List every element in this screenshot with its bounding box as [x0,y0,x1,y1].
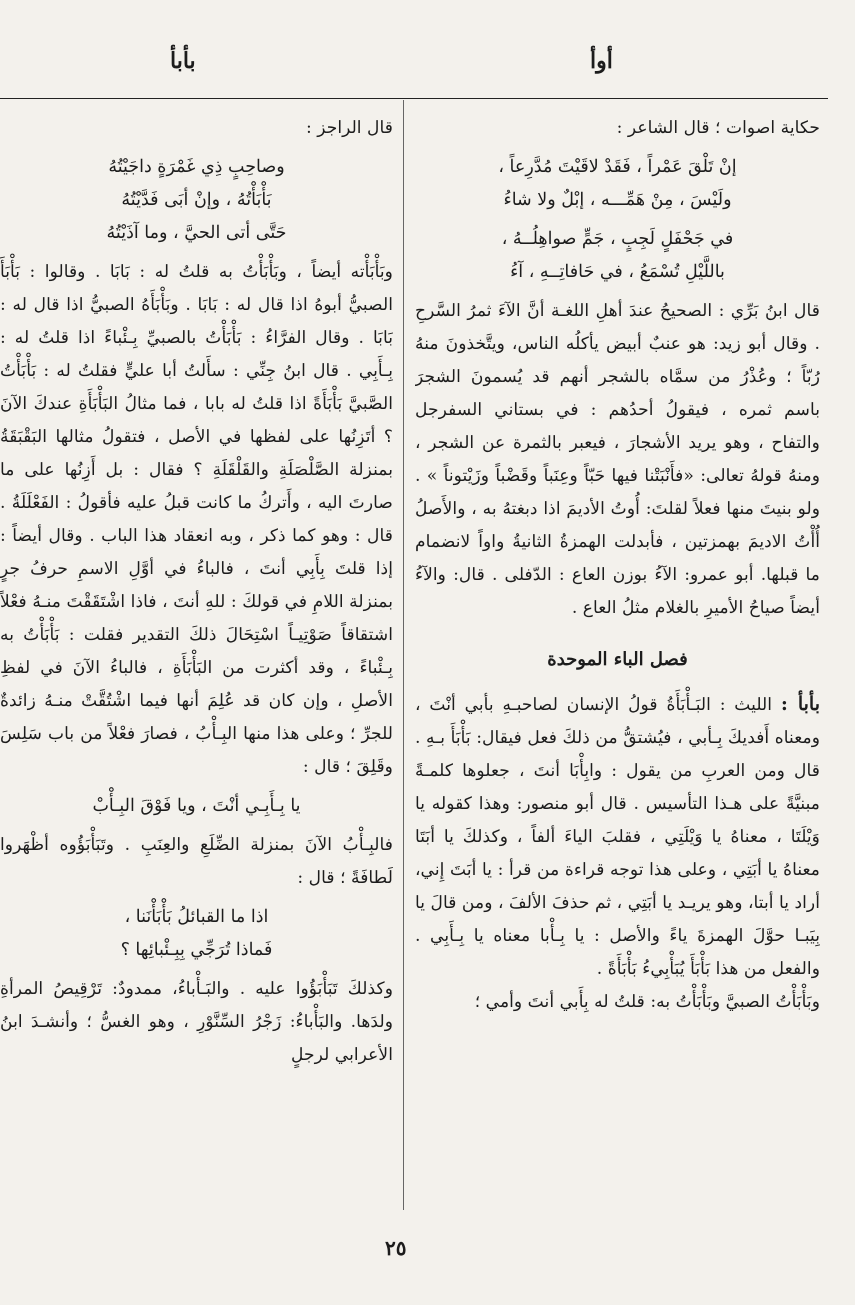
left-column [0,112,393,1212]
verse-line: باللَّيْلِ تُسْمَعُ ، في حَافاتِــهِ ، آءُ [510,262,725,282]
entry-paragraph [415,688,820,986]
left-intro: قال الراجز : [305,118,393,138]
right-paragraph-1: قال ابنُ بَرِّي : الصحيحُ عندَ أهلِ اللغـة أنَّ الآءَ ثمرُ السَّرحِ . وقال أبو زيد: هو عنبٌ أبيض يأكلُه الناس، ويتَّخذونَ منهُ رُبّاً ؛ وعُذْرُ من سمَّاه بالشجر أنهم قد يُسمونَ الشجرَ باسم ثمره ، فيقولُ أحدُهم : في بستاني السفرجل والتفاح ، وهو يريد الأشجارَ ، فيعبر بالثمرة عن الشجر ، ومنهُ قولهُ تعالى: «فأَنْبَتْنا فيها حَبّاً وعِنَباً وقَضْباً وزَيْتوناً » . ولو بنيتَ منها فعلاً لقلتَ: أُوتُ الأديمَ اذا دبغتهُ به ، والأَصلُ أُأْتُ الاديمَ بهمزتين ، فأبدلت الهمزةُ الثانيةُ واواً لانضمام ما قبلها. أبو عمرو: الآءُ بوزن العاع : الدّفلى . قال: والآءُ أيضاً صياحُ الأميرِ بالغلام مثلُ العاع . [415,301,820,618]
right-last-line: وبَأْبَأْتُ الصبيَّ وبَأْبَأْتُ به: قلتُ له بِأَبي أنتَ وأمي ؛ [474,992,820,1012]
verse-line: اذا ما القبائلُ بَأْبَأْنَنا ، [124,907,269,927]
left-paragraph-3: وكذلكَ تَبَأْبَؤُوا عليه . والبَـأْباءُ، ممدودٌ: تَرْقِيصُ المرأةِ ولدَها. والبَأْباءُ: زَجْرُ السِّنَّوْرِ ، وهو الغسُّ ؛ وأنشـدَ ابنُ الأعرابي لرجلٍ [0,979,393,1065]
verse-line: يا بِـأَبِـي أنْتَ ، ويا فَوْقَ البِـأْبْ [92,796,301,816]
verse-line: ولَيْسَ ، مِنْ هَمِّـــه ، إبْلٌ ولا شاءُ [503,190,732,210]
verse-line: وصاحِبٍ ذِي غَمْرَةٍ داجَيْتُهُ [108,157,285,177]
header-left-word: بأبأ [170,48,196,74]
column-divider [403,100,404,1210]
left-verse-3 [0,901,393,967]
section-title: فصل الباء الموحدة [547,649,688,670]
page-number: ٢٥ [385,1236,407,1260]
verse-line: إنْ تَلْقَ عَمْراً ، فَقَدْ لاقَيْتَ مُدَّرِعاً ، [498,157,737,177]
right-verse-1 [415,151,820,217]
entry-headword: بأبأ : [780,693,820,715]
verse-line: بَأْبَأْتُهُ ، وإنْ أبَى فَدَّيْتُهُ [121,190,272,210]
left-verse-1 [0,151,393,250]
right-intro: حكاية اصوات ؛ قال الشاعر : [616,118,820,138]
left-paragraph-1: وبَأْبَأْته أيضاً ، وبَأْبَأْتُ به قلتُ له : بَابَا . وقالوا : بَأْبَأَ الصبيُّ أبوهُ اذا قال له : بَابَا . وبَأْبَأَهُ الصبيُّ اذا قال له : بَابَا . وقال الفرَّاءُ : بَأْبَأْتُ بالصبيِّ بِـئْباءً اذا قلتُ له : بِـأَبِي . قال ابنُ جِنِّي : سأَلتُ أبا عليٍّ فقلتُ له : بَأْبَأْتُ الصَّبيَّ بَأْبَأَةً اذا قلتُ له بابا ، فما مثالُ البَأْبَأَةِ عندكَ الآنَ ؟ أتَزِنُها على لفظها في الأصل ، فتقولُ مثالها البَقْبَقَةُ بمنزلة الصَّلْصَلَةِ والقَلْقَلَةِ ؟ فقال : بل أَزِنُها على ما صارتَ اليه ، وأَتركُ ما كانت قبلُ عليه فأقولُ : الفَعْلَلَةُ . قال : وهو كما ذكر ، وبه انعقاد هذا الباب . وقال أيضاً : إذا قلتَ بِأَبِي أنتَ ، فالباءُ في أوَّلِ الاسمِ حرفُ جرٍ بمنزلة اللامِ في قولكَ : للهِ أنتَ ، فاذا اشْتَقَقْتَ منـهُ فعْلاً اشتقاقاً صَوْتِيـاً اسْتِحَالَ ذلكَ التقدير فقلت : بَأْبَأْتُ به بِـئْباءً ، وقد أكثرت من البَأْبَأَةِ ، فالباءُ الآنَ في لفظِ الأصلِ ، وإن كان قد عُلِمَ أنها فيما اشْتُقَّتْ منـهُ زائدةٌ للجرِّ ؛ وعلى هذا منها البِـأْبُ ، فصارَ فعْلاً من باب سَلِسَ وقَلِقَ ؛ قال : [0,262,393,777]
verse-line: في جَحْفَلٍ لَجِبٍ ، جَمٍّ صواهِلُــهُ ، [501,229,734,249]
right-verse-2 [415,223,820,289]
header-right-word: أوأ [590,48,613,74]
verse-line: حَتَّى أتى الحيَّ ، وما آذَيْتُهُ [106,223,287,243]
left-paragraph-2: فالبِـأْبُ الآنَ بمنزلة الضِّلَعِ والعِنَبِ . وتَبَأْبَؤُوه أظْهَروا لَطافَةً ؛ قال : [0,835,393,888]
entry-body: الليث : البَـأْبَأَةُ قولُ الإنسان لصاحبـهِ بأبي أنْتَ ، ومعناه أَفديكَ بِـأبي ، فيُشتقُّ من ذلكَ فعل فيقال: بَأْبَأَ بـهِ . قال ومن العربِ من يقول : وابِأْبَا أنتَ ، جعلوها كلمـةً مبنيَّةً على هـذا التأسيس . قال أبو منصور: وهذا كقوله يا وَيْلَتَا ، معناهُ يا وَيْلَتِي ، فقلبَ الياءَ ألفاً ، وكذلكَ يا أبَتَا معناهُ يا أبَتِي ، وعلى هذا توجه قراءة من قرأ : يا أبَتَ إِني، أراد يا أبتا، وهو يريـد يا أبَتِي ، ثم حذفَ الألفَ ، ومن قالَ يا بِيَبـا حوَّلَ الهمزةَ ياءً والأصل : يا بِـأْبا معناه يا بِـأَبِي . والفعل من هذا بَأْبَأَ يُبَأْبِيءُ بَأْبَأَةً . [415,695,820,979]
verse-line: فَماذا تُرَجِّي بِبِـئْبائِها ؟ [120,940,273,960]
header-rule [0,98,828,99]
left-verse-2 [0,790,393,823]
right-column [415,112,820,1212]
